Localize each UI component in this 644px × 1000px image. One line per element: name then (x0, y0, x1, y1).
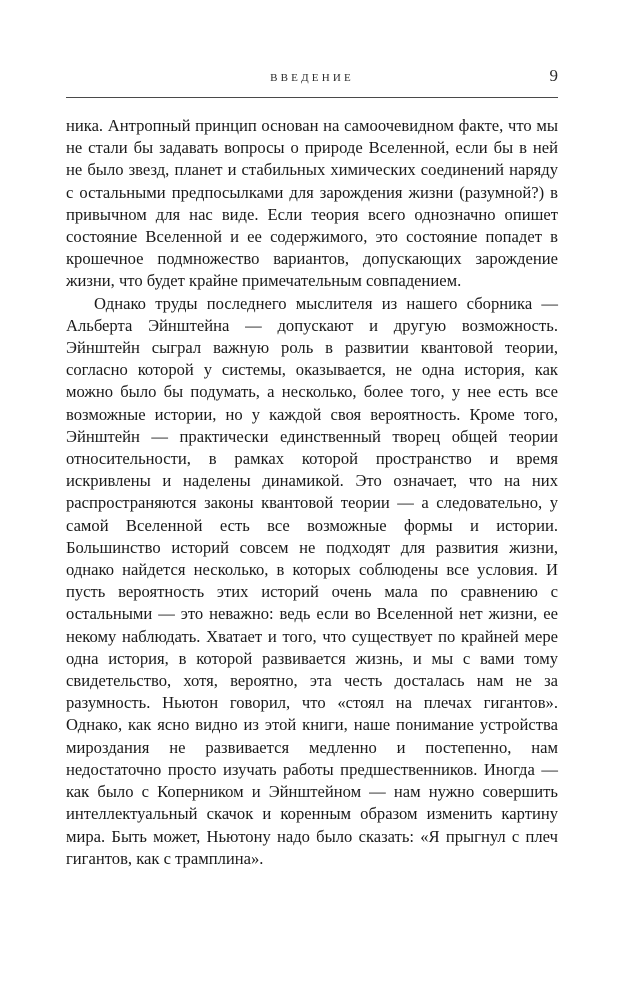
section-title: ВВЕДЕНИЕ (270, 72, 354, 84)
running-head (66, 64, 558, 96)
body-text (66, 115, 558, 870)
page-number: 9 (549, 66, 558, 85)
paragraph-continuation: ника. Антропный принцип основан на самоочевидном факте, что мы не стали бы задавать вопросы о природе Вселенной, если бы в ней не было звезд, планет и стабильных химических соединений наряду с остальными предпосылками для зарождения жизни (разумной?) в привычном для нас виде. Если теория всего однозначно опишет состояние Вселенной и ее содержимого, это состояние попадет в крошечное подмножество вариантов, допускающих зарождение жизни, что будет крайне примечательным совпадением. (66, 116, 558, 291)
paragraph: Однако труды последнего мыслителя из нашего сборника — Альберта Эйнштейна — допускают и другую возможность. Эйнштейн сыграл важную роль в развитии квантовой теории, согласно которой у системы, оказывается, не одна история, как можно было бы подумать, а несколько, более того, у нее есть все возможные истории, но у каждой своя вероятность. Кроме того, Эйнштейн — практически единственный творец общей теории относительности, в рамках которой пространство и время искривлены и наделены динамикой. Это означает, что на них распространяются законы квантовой теории — а следовательно, у самой Вселенной есть все возможные формы и истории. Большинство историй совсем не подходят для развития жизни, однако найдется несколько, в которых соблюдены все условия. И пусть вероятность этих историй очень мала по сравнению с остальными — это неважно: ведь если во Вселенной нет жизни, ее некому наблюдать. Хватает и того, что существует по крайней мере одна история, в которой развивается жизнь, и мы с вами тому свидетельство, хотя, вероятно, эта честь досталась нам не за разумность. Ньютон говорил, что «стоял на плечах гигантов». Однако, как ясно видно из этой книги, наше понимание устройства мироздания не развивается медленно и постепенно, нам недостаточно просто изучать работы предшественников. Иногда — как было с Коперником и Эйнштейном — нам нужно совершить интеллектуальный скачок и коренным образом изменить картину мира. Быть может, Ньютону надо было сказать: «Я прыгнул с плеч гигантов, как с трамплина». (66, 293, 558, 868)
header-rule (66, 97, 558, 98)
